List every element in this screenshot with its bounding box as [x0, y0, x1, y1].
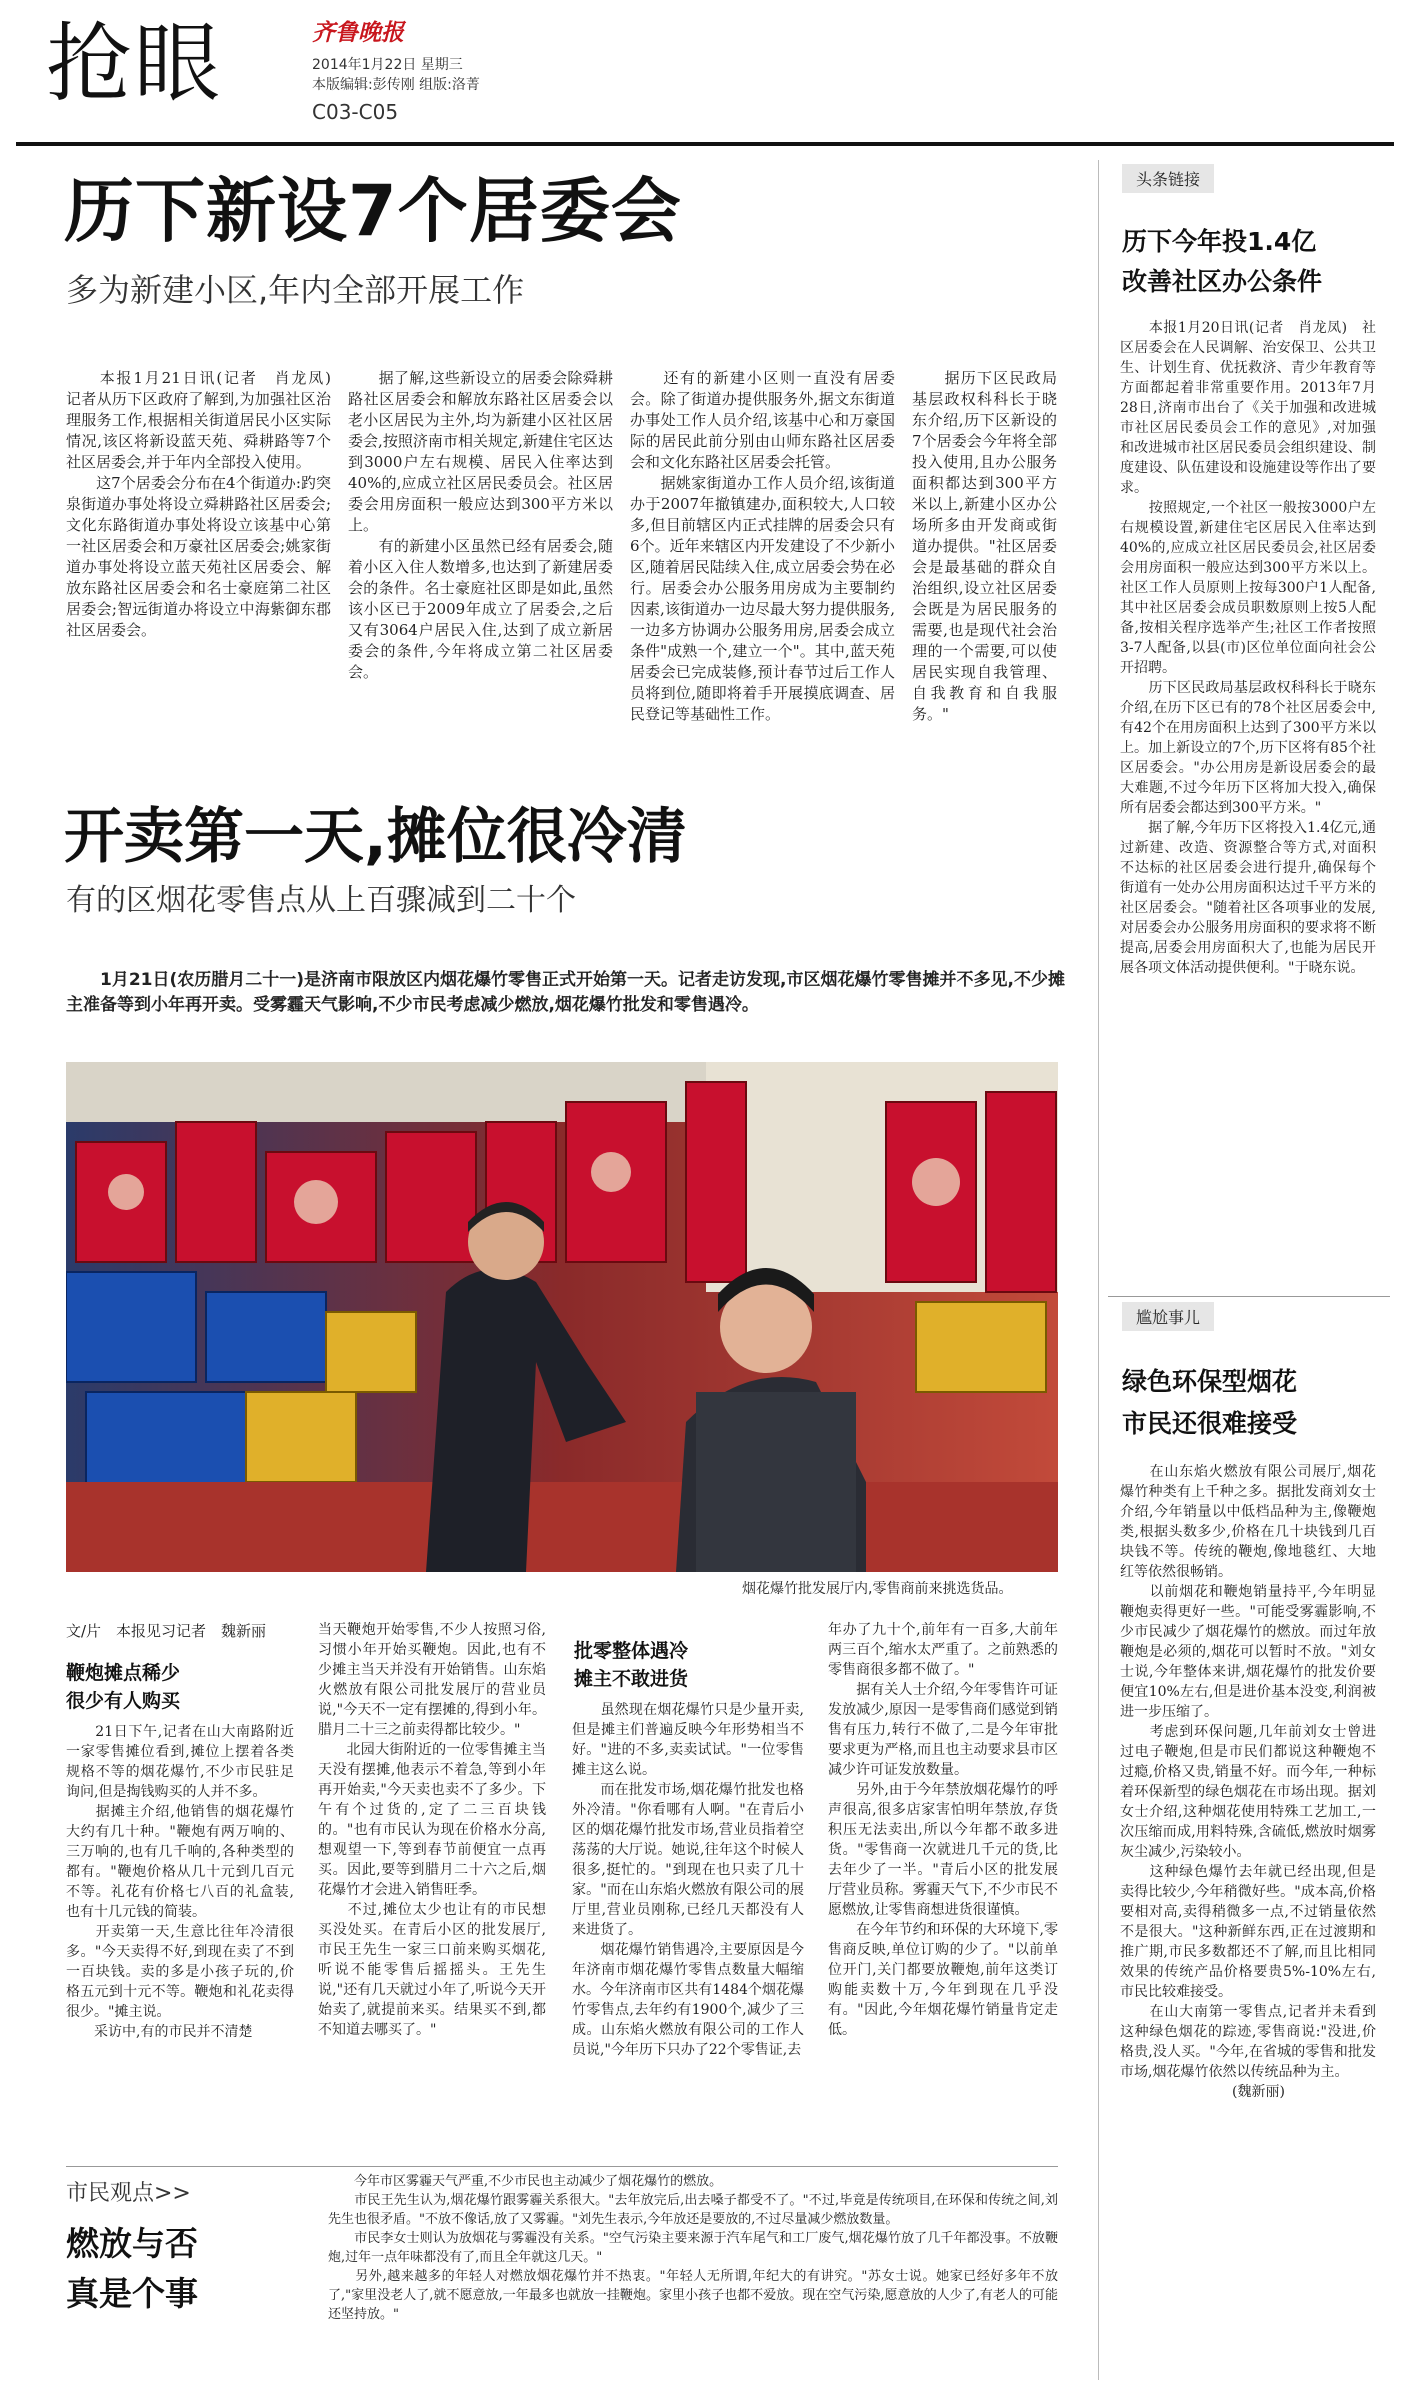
opinion-rule: [66, 2166, 1058, 2167]
date-line: 2014年1月22日 星期三: [312, 57, 463, 73]
sidebar1-tag: 头条链接: [1122, 164, 1214, 193]
sidebar2-headline-line1: 绿色环保型烟花: [1122, 1367, 1298, 1396]
sidebar-divider: [1098, 160, 1099, 2380]
story2-column-2: 当天鞭炮开始零售,不少人按照习俗,习惯小年开始买鞭炮。因此,也有不少摊主当天并没有开始销售。山东焰火燃放有限公司批发展厅的营业员说,"今天不一定有摆摊的,得到小年。腊月二十三之前卖得都比较少。" 北园大街附近的一位零售摊主当天没有摆摊,他表示不着急,等到小年再开始卖,"今天卖也卖不了多少。下午有个过货的,定了二三百块钱的。"也有市民认为现在价格水分高,想观望一下,等到春节前便宜一点再买。因此,要等到腊月二十六之后,烟花爆竹才会进入销售旺季。 不过,摊位太少也让有的市民想买没处买。在青后小区的批发展厅,市民王先生一家三口前来购买烟花,听说不能零售后摇摇头。王先生说,"还有几天就过小年了,听说今天开始卖了,就提前来买。结果买不到,都不知道去哪买了。": [318, 1622, 546, 2038]
story1-column-3: 还有的新建小区则一直没有居委会。除了街道办提供服务外,据文东街道办事处工作人员介绍,该基中心和万豪国际的居民此前分别由山师东路社区居委会和文化东路社区居委会托管。 据姚家街道办工作人员介绍,该街道办于2007年撤镇建办,面积较大,人口较多,但目前辖区内正式挂牌的居委会只有6个。近年来辖区内开发建设了不少新小区,随着居民陆续入住,成立居委会势在必行。居委会办公服务用房成为主要制约因素,该街道办一边尽最大努力提供服务,一边多方协调办公服务用房,居委会成立条件"成熟一个,建立一个"。其中,蓝天苑居委会已完成装修,预计春节过后工作人员将到位,随即将着手开展摸底调查、居民登记等基础性工作。: [630, 369, 895, 723]
story1-headline: 历下新设7个居委会: [64, 170, 682, 252]
story2-lead: 1月21日(农历腊月二十一)是济南市限放区内烟花爆竹零售正式开始第一天。记者走访发现,市区烟花爆竹零售摊并不多见,不少摊主准备等到小年再开卖。受雾霾天气影响,不少市民考虑减少燃放,烟花爆竹批发和零售遇冷。: [66, 970, 1065, 1015]
story2-col1-head-line2: 很少有人购买: [66, 1690, 181, 1712]
story2-col3-head-line2: 摊主不敢进货: [574, 1668, 689, 1690]
story1-subhead: 多为新建小区,年内全部开展工作: [66, 271, 525, 309]
photo-caption: 烟花爆竹批发展厅内,零售商前来挑选货品。: [742, 1581, 1013, 1597]
page-range: C03-C05: [312, 100, 399, 124]
story2-column-1: 21日下午,记者在山大南路附近一家零售摊位看到,摊位上摆着各类规格不等的烟花爆竹,不少市民驻足询问,但是掏钱购买的人并不多。 据摊主介绍,他销售的烟花爆竹大约有几十种。"鞭炮有两万响的、三万响的,也有几千响的,各种类型的都有。"鞭炮价格从几十元到几百元不等。礼花有价格七八百的礼盒装,也有十几元钱的简装。 开卖第一天,生意比往年冷清很多。"今天卖得不好,到现在卖了不到一百块钱。卖的多是小孩子玩的,价格五元到十元不等。鞭炮和礼花卖得很少。"摊主说。 采访中,有的市民并不清楚: [66, 1724, 294, 2040]
section-title: 抢眼: [46, 14, 222, 114]
sidebar1-headline-line2: 改善社区办公条件: [1122, 267, 1323, 296]
editor-line: 本版编辑:彭传刚 组版:洛菁: [312, 77, 480, 93]
story1-column-2: 据了解,这些新设立的居委会除舜耕路社区居委会和解放东路社区居委会以老小区居民为主外,均为新建小区社区居委会,按照济南市相关规定,新建住宅区达到3000户左右规模、居民入住率达到40%的,应成立社区居民委员会。社区居委会用房面积一般应达到300平方米以上。 有的新建小区虽然已经有居委会,随着小区入住人数增多,也达到了新建居委会的条件。名士豪庭社区即是如此,虽然该小区已于2009年成立了居委会,之后又有3064户居民入住,达到了成立新居委会的条件,今年将成立第二社区居委会。: [348, 369, 613, 681]
masthead-rule: [16, 142, 1394, 146]
sidebar1-headline-line1: 历下今年投1.4亿: [1122, 227, 1317, 256]
opinion-headline-line2: 真是个事: [66, 2274, 198, 2313]
story2-byline: 文/片 本报见习记者 魏新丽: [66, 1622, 267, 1640]
story2-col1-head-line1: 鞭炮摊点稀少: [66, 1662, 181, 1684]
story2-subhead: 有的区烟花零售点从上百骤减到二十个: [66, 883, 576, 918]
story1-column-4: 据历下区民政局基层政权科科长于晓东介绍,历下区新设的7个居委会今年将全部投入使用,且办公服务面积都达到300平方米以上,新建小区办公场所多由开发商或街道办提供。"社区居委会是最基础的群众自治组织,设立社区居委会既是为居民服务的需要,也是现代社会治理的一个需要,可以使居民实现自我管理、自我教育和自我服务。": [912, 369, 1057, 723]
paper-logo: 齐鲁晚报: [312, 19, 404, 46]
story1-column-1: 本报1月21日讯(记者 肖龙凤) 记者从历下区政府了解到,为加强社区治理服务工作,根据相关街道居民小区实际情况,该区将新设蓝天苑、舜耕路等7个社区居委会,并于年内全部投入使用。 这7个居委会分布在4个街道办:趵突泉街道办事处将设立舜耕路社区居委会;文化东路街道办事处将设立该基中心第一社区居委会和万豪社区居委会;姚家街道办事处将设立蓝天苑社区居委会、解放东路社区居委会和名士豪庭第二社区居委会;智远街道办将设立中海紫御东郡社区居委会。: [66, 369, 331, 639]
opinion-tag: 市民观点>>: [66, 2181, 191, 2206]
fireworks-showroom-photo: [66, 1062, 1058, 1572]
sidebar2-headline-line2: 市民还很难接受: [1122, 1409, 1298, 1438]
sidebar2-body: 在山东焰火燃放有限公司展厅,烟花爆竹种类有上千种之多。据批发商刘女士介绍,今年销量以中低档品种为主,像鞭炮类,根据头数多少,价格在几十块钱到几百块钱不等。传统的鞭炮,像地毯红、大地红等依然很畅销。 以前烟花和鞭炮销量持平,今年明显鞭炮卖得更好一些。"可能受雾霾影响,不少市民减少了烟花爆竹的燃放。而过年放鞭炮是必须的,烟花可以暂时不放。"刘女士说,今年整体来讲,烟花爆竹的批发价要便宜10%左右,但是进价基本没变,利润被进一步压缩了。 考虑到环保问题,几年前刘女士曾进过电子鞭炮,但是市民们都说这种鞭炮不过瘾,价格又贵,销量不好。而今年,一种标着环保新型的绿色烟花在市场出现。据刘女士介绍,这种烟花使用特殊工艺加工,一次压缩而成,用料特殊,含硫低,燃放时烟雾灰尘减少,污染较小。 这种绿色爆竹去年就已经出现,但是卖得比较少,今年稍微好些。"成本高,价格要相对高,卖得稍微多一点,不过销量依然不是很大。"这种新鲜东西,正在过渡期和推广期,市民多数都还不了解,而且比相同效果的传统产品价格要贵5%-10%左右,市民比较难接受。 在山大南第一零售点,记者并未看到这种绿色烟花的踪迹,零售商说:"没进,价格贵,没人买。"今年,在省城的零售和批发市场,烟花爆竹依然以传统品种为主。 (魏新丽): [1120, 1464, 1376, 2100]
story2-col3-head-line1: 批零整体遇冷: [574, 1640, 689, 1662]
story2-column-3: 虽然现在烟花爆竹只是少量开卖,但是摊主们普遍反映今年形势相当不好。"进的不多,卖卖试试。"一位零售摊主这么说。 而在批发市场,烟花爆竹批发也格外冷清。"你看哪有人啊。"在青后小区的烟花爆竹批发市场,营业员指着空荡荡的大厅说。她说,往年这个时候人很多,挺忙的。"到现在也只卖了几十家。"而在山东焰火燃放有限公司的展厅里,营业员刚称,已经几天都没有人来进货了。 烟花爆竹销售遇冷,主要原因是今年济南市烟花爆竹零售点数量大幅缩水。今年济南市区共有1484个烟花爆竹零售点,去年约有1900个,减少了三成。山东焰火燃放有限公司的工作人员说,"今年历下只办了22个零售证,去: [572, 1702, 804, 2058]
opinion-headline-line1: 燃放与否: [66, 2224, 198, 2263]
sidebar1-body: 本报1月20日讯(记者 肖龙凤) 社区居委会在人民调解、治安保卫、公共卫生、计划生育、优抚救济、青少年教育等方面都起着非常重要作用。2013年7月28日,济南市出台了《关于加强和改进城市社区居民委员会工作的意见》,对加强和改进城市社区居民委员会组织建设、制度建设、队伍建设和设施建设等作出了要求。 按照规定,一个社区一般按3000户左右规模设置,新建住宅区居民入住率达到40%的,应成立社区居民委员会,社区居委会用房面积一般应达到300平方米以上。社区工作人员原则上按每300户1人配备,其中社区居委会成员职数原则上按5人配备,按相关程序选举产生;社区工作者按照3-7人配备,以县(市)区位单位面向社会公开招聘。 历下区民政局基层政权科科长于晓东介绍,在历下区已有的78个社区居委会中,有42个在用房面积上达到了300平方米以上。加上新设立的7个,历下区将有85个社区居委会。"办公用房是新设居委会的最大难题,不过今年历下区将加大投入,确保所有居委会都达到300平方米。" 据了解,今年历下区将投入1.4亿元,通过新建、改造、资源整合等方式,对面积不达标的社区居委会进行提升,确保每个街道有一处办公用房面积达过千平方米的社区居委会。"随着社区各项事业的发展,对居委会办公服务用房面积的要求将不断提高,居委会用房面积大了,也能为居民开展各项文体活动提供便利。"于晓东说。: [1120, 320, 1376, 976]
sidebar2-tag: 尴尬事儿: [1122, 1302, 1214, 1331]
story2-column-4: 年办了九十个,前年有一百多,大前年两三百个,缩水太严重了。之前熟悉的零售商很多都不做了。" 据有关人士介绍,今年零售许可证发放减少,原因一是零售商们感觉到销售有压力,转行不做了,二是今年审批要求更为严格,而且也主动要求县市区减少许可证发放数量。 另外,由于今年禁放烟花爆竹的呼声很高,很多店家害怕明年禁放,存货积压无法卖出,所以今年都不敢多进货。"零售商一次就进几千元的货,比去年少了一半。"青后小区的批发展厅营业员称。雾霾天气下,不少市民不愿燃放,让零售商想进货很谨慎。 在今年节约和环保的大环境下,零售商反映,单位订购的少了。"以前单位开门,关门都要放鞭炮,前年这类订购能卖数十万,今年到现在几乎没有。"因此,今年烟花爆竹销量肯定走低。: [828, 1622, 1058, 2038]
story2-headline: 开卖第一天,摊位很冷清: [64, 802, 687, 872]
sidebar2-rule: [1108, 1296, 1390, 1297]
opinion-body: 今年市区雾霾天气严重,不少市民也主动减少了烟花爆竹的燃放。 市民王先生认为,烟花爆竹跟雾霾关系很大。"去年放完后,出去嗓子都受不了。"不过,毕竟是传统项目,在环保和传统之间,刘先生也很矛盾。"不放不像话,放了又雾霾。"刘先生表示,今年放还是要放的,不过尽量减少燃放数量。 市民李女士则认为放烟花与雾霾没有关系。"空气污染主要来源于汽车尾气和工厂废气,烟花爆竹放了几千年都没事。不放鞭炮,过年一点年味都没有了,而且全年就这几天。" 另外,越来越多的年轻人对燃放烟花爆竹并不热衷。"年轻人无所谓,年纪大的有讲究。"苏女士说。她家已经好多年不放了,"家里没老人了,就不愿意放,一年最多也就放一挂鞭炮。家里小孩子也都不爱放。现在空气污染,愿意放的人少了,有老人的可能还坚持放。": [328, 2174, 1058, 2322]
